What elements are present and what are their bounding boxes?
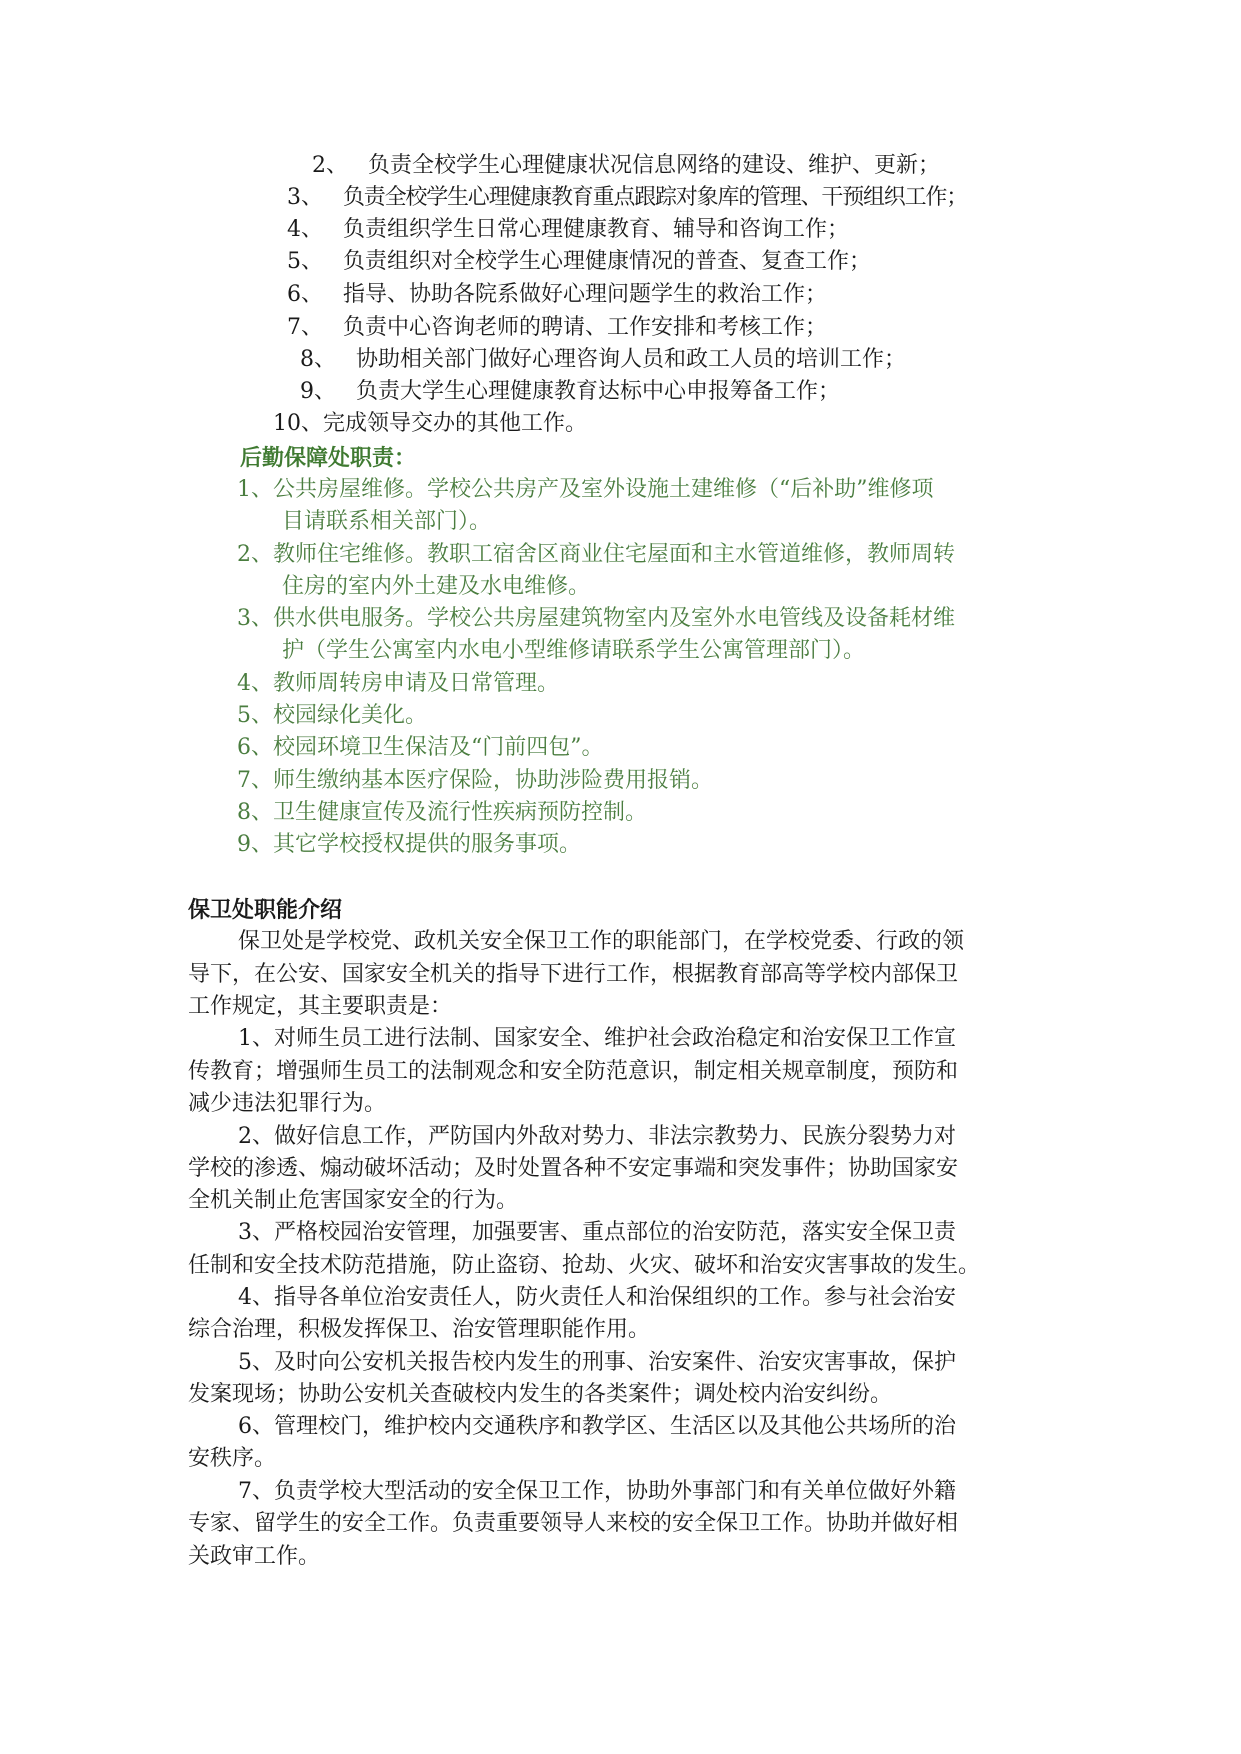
logistics-line: 8、卫生健康宣传及流行性疾病预防控制。 <box>237 800 647 825</box>
item-text: 协助相关部门做好心理咨询人员和政工人员的培训工作； <box>356 347 907 372</box>
security-heading: 保卫处职能介绍 <box>188 897 343 923</box>
logistics-line: 7、师生缴纳基本医疗保险，协助涉险费用报销。 <box>237 768 713 793</box>
logistics-line: 护（学生公寓室内水电小型维修请联系学生公寓管理部门）。 <box>282 638 866 663</box>
security-line: 发案现场；协助公安机关查破校内发生的各类案件；调处校内治安纠纷。 <box>188 1382 893 1407</box>
security-line: 减少违法犯罪行为。 <box>188 1091 387 1116</box>
logistics-heading: 后勤保障处职责： <box>240 445 417 471</box>
list-item <box>300 345 906 375</box>
logistics-line: 目请联系相关部门）。 <box>282 509 492 534</box>
list-item <box>287 183 967 213</box>
list-item <box>287 313 827 343</box>
item-number: 4、 <box>287 217 323 242</box>
item-text: 负责全校学生心理健康教育重点跟踪对象库的管理、干预组织工作； <box>343 185 968 210</box>
item-text: 完成领导交办的其他工作。 <box>323 411 588 436</box>
security-line: 4、指导各单位治安责任人，防火责任人和治保组织的工作。参与社会治安 <box>238 1285 956 1310</box>
list-item <box>312 151 940 181</box>
security-line: 全机关制止危害国家安全的行为。 <box>188 1188 519 1213</box>
item-text: 负责全校学生心理健康状况信息网络的建设、维护、更新； <box>368 153 941 178</box>
logistics-line: 9、其它学校授权提供的服务事项。 <box>237 832 581 857</box>
security-line: 安秩序。 <box>188 1446 277 1471</box>
security-line: 传教育；增强师生员工的法制观念和安全防范意识，制定相关规章制度，预防和 <box>188 1059 959 1084</box>
logistics-line: 5、校园绿化美化。 <box>237 703 427 728</box>
logistics-line: 3、供水供电服务。学校公共房屋建筑物室内及室外水电管线及设备耗材维 <box>237 606 955 631</box>
logistics-line: 2、教师住宅维修。教职工宿舍区商业住宅屋面和主水管道维修，教师周转 <box>237 542 955 567</box>
logistics-line: 1、公共房屋维修。学校公共房产及室外设施土建维修（“后补助”维修项 <box>237 477 934 502</box>
logistics-line: 住房的室内外土建及水电维修。 <box>282 574 591 599</box>
item-number: 10、 <box>273 411 323 436</box>
item-number: 3、 <box>287 185 323 210</box>
security-line: 6、管理校门，维护校内交通秩序和教学区、生活区以及其他公共场所的治 <box>238 1414 956 1439</box>
list-item <box>287 215 849 245</box>
security-line: 7、负责学校大型活动的安全保卫工作，协助外事部门和有关单位做好外籍 <box>238 1479 956 1504</box>
item-text: 负责大学生心理健康教育达标中心申报筹备工作； <box>356 379 841 404</box>
security-line: 关政审工作。 <box>188 1544 321 1569</box>
item-number: 5、 <box>287 249 323 274</box>
security-line: 2、做好信息工作，严防国内外敌对势力、非法宗教势力、民族分裂势力对 <box>238 1124 956 1149</box>
logistics-line: 4、教师周转房申请及日常管理。 <box>237 671 559 696</box>
list-item <box>287 247 871 277</box>
list-item <box>287 280 827 310</box>
item-number: 9、 <box>300 379 336 404</box>
security-line: 工作规定，其主要职责是： <box>188 994 453 1019</box>
item-number: 8、 <box>300 347 336 372</box>
security-line: 学校的渗透、煽动破坏活动；及时处置各种不安定事端和突发事件；协助国家安 <box>188 1156 959 1181</box>
security-line: 综合治理，积极发挥保卫、治安管理职能作用。 <box>188 1317 651 1342</box>
item-number: 2、 <box>312 153 348 178</box>
security-line: 1、对师生员工进行法制、国家安全、维护社会政治稳定和治安保卫工作宣 <box>238 1026 956 1051</box>
list-item <box>300 377 840 407</box>
item-text: 负责组织对全校学生心理健康情况的普查、复查工作； <box>343 249 872 274</box>
security-line: 5、及时向公安机关报告校内发生的刑事、治安案件、治安灾害事故，保护 <box>238 1350 956 1375</box>
list-item <box>273 409 587 439</box>
logistics-line: 6、校园环境卫生保洁及“门前四包”。 <box>237 735 604 760</box>
security-line: 专家、留学生的安全工作。负责重要领导人来校的安全保卫工作。协助并做好相 <box>188 1511 959 1536</box>
security-line: 3、严格校园治安管理，加强要害、重点部位的治安防范，落实安全保卫责 <box>238 1220 956 1245</box>
item-number: 7、 <box>287 315 323 340</box>
security-line: 导下，在公安、国家安全机关的指导下进行工作，根据教育部高等学校内部保卫 <box>188 962 959 987</box>
security-line: 任制和安全技术防范措施，防止盗窃、抢劫、火灾、破坏和治安灾害事故的发生。 <box>188 1253 981 1278</box>
item-number: 6、 <box>287 282 323 307</box>
security-line: 保卫处是学校党、政机关安全保卫工作的职能部门，在学校党委、行政的领 <box>238 929 965 954</box>
item-text: 负责中心咨询老师的聘请、工作安排和考核工作； <box>343 315 828 340</box>
item-text: 指导、协助各院系做好心理问题学生的救治工作； <box>343 282 828 307</box>
item-text: 负责组织学生日常心理健康教育、辅导和咨询工作； <box>343 217 850 242</box>
